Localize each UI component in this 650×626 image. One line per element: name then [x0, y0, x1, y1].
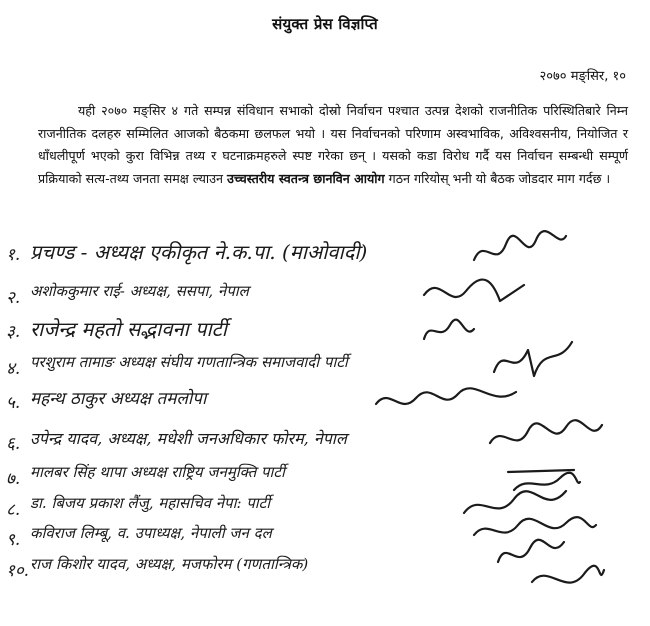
signatory-name: उपेन्द्र यादव, अध्यक्ष, मधेशी जनअधिकार फोरम, नेपाल	[30, 429, 347, 448]
signatory-name: राजेन्द्र महतो सद्भावना पार्टी	[30, 317, 227, 341]
signatory-name: प्रचण्ड - अध्यक्ष एकीकृत ने.क.पा. (माओवादी)	[30, 240, 368, 264]
signatory-row	[0, 236, 650, 274]
signatory-row	[0, 350, 650, 388]
signatory-number: ३.	[6, 322, 21, 342]
signatory-number: ४.	[6, 359, 21, 379]
signatory-number: १.	[6, 245, 21, 265]
signatory-number: ६.	[6, 434, 21, 454]
signature-scribble	[372, 382, 522, 422]
document-title: संयुक्त प्रेस विज्ञप्ति	[272, 15, 378, 33]
signatory-name: महन्थ ठाकुर अध्यक्ष तमलोपा	[30, 389, 207, 409]
signatory-number: ७.	[6, 469, 21, 489]
paragraph-text-1: यही २०७० मङ्सिर ४ गते सम्पन्न संविधान सभाको दोस्रो निर्वाचन पश्चात उत्पन्न देशको राजनीतिक परिस्थितिबारे निम्न राजनीतिक दलहरु सम्मिलित आजको बैठकमा छलफल भयो । यस निर्वाचनको परिणाम अस्वभाविक, अविश्वसनीय, नियोजित र धाँधलीपूर्ण भएको कुरा विभिन्न तथ्य र घटनाक्रमहरुले स्पष्ट गरेका छन् । यसको कडा विरोध गर्दै यस निर्वाचन सम्बन्धी सम्पूर्ण प्रक्रियाको सत्य-तथ्य जनता समक्ष ल्याउन	[38, 103, 628, 186]
signature-scribble	[486, 417, 606, 461]
signature-scribble	[470, 230, 570, 276]
signature-scribble	[492, 532, 610, 606]
signature-scribble	[420, 313, 480, 349]
signatory-name: अशोककुमार राई- अध्यक्ष, ससपा, नेपाल	[30, 282, 249, 300]
signatory-number: ९.	[6, 530, 21, 550]
signatory-number: १०.	[6, 561, 30, 581]
signatory-name: कविराज लिम्बू, व. उपाध्यक्ष, नेपाली जन दल	[30, 524, 272, 542]
paragraph-bold-phrase: उच्चस्तरीय स्वतन्त्र छानविन आयोग	[227, 170, 385, 186]
signatory-row	[0, 552, 650, 590]
signatory-number: ५.	[6, 393, 21, 413]
document-date: २०७० मङ्सिर, १०	[539, 69, 626, 84]
signatory-row	[0, 279, 650, 317]
signature-scribble	[488, 336, 578, 388]
signatory-number: २.	[6, 288, 21, 308]
signatory-name: परशुराम तामाङ अध्यक्ष संघीय गणतान्त्रिक समाजवादी पार्टी	[30, 353, 348, 371]
signatory-name: राज किशोर यादव, अध्यक्ष, मजफोरम (गणतान्त्रिक)	[30, 555, 309, 573]
paragraph-text-2: गठन गरियोस् भनी यो बैठक जोडदार माग गर्दछ ।	[388, 170, 611, 186]
signatory-name: डा. बिजय प्रकाश लैंजु, महासचिव नेपा: पार्टी	[30, 494, 271, 512]
signatory-number: ८.	[6, 500, 21, 520]
signatory-row	[0, 425, 650, 463]
signature-scribble	[420, 271, 530, 317]
signatory-name: मालबर सिंह थापा अध्यक्ष राष्ट्रिय जनमुक्ति पार्टी	[30, 463, 285, 481]
